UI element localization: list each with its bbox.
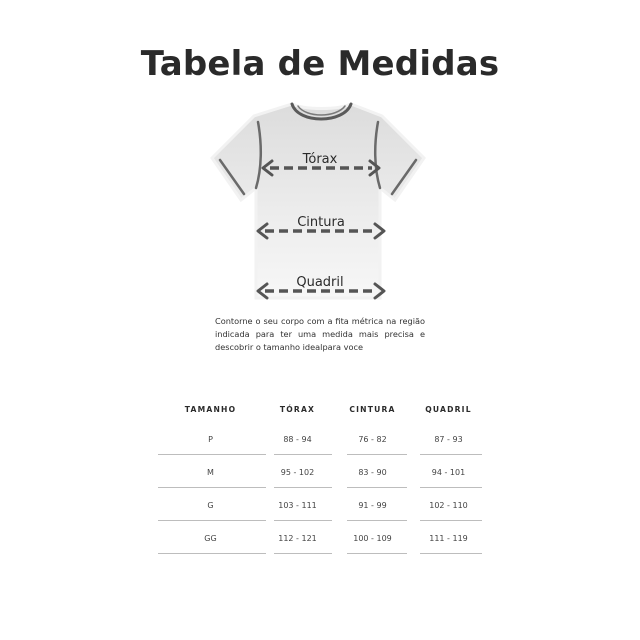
torax-cell: 95 - 102 [280,468,315,477]
header-tamanho: TAMANHO [184,405,237,414]
quadril-cell: 87 - 93 [434,435,463,444]
tshirt-illustration [210,98,435,303]
torax-cell: 88 - 94 [283,435,312,444]
page-title: Tabela de Medidas [140,44,500,84]
header-cintura: CINTURA [349,405,396,414]
header-torax: TÓRAX [279,405,316,414]
size-cell: P [208,435,213,444]
table-row [150,455,490,488]
size-cell: M [207,468,214,477]
torax-label: Tórax [302,152,338,167]
cintura-cell: 76 - 82 [358,435,387,444]
cintura-cell: 83 - 90 [358,468,387,477]
torax-cell: 112 - 121 [278,534,317,543]
size-table-header [150,400,490,422]
header-quadril: QUADRIL [425,405,472,414]
table-row [150,521,490,554]
cintura-cell: 100 - 109 [353,534,392,543]
table-row [150,422,490,455]
measurement-instructions: Contorne o seu corpo com a fita métrica na região indicada para ter uma medida mais precisa e descobrir o tamanho idealpara voce [215,316,425,352]
row-divider [347,553,407,554]
row-divider [420,553,482,554]
cintura-label: Cintura [297,215,345,230]
row-divider [158,553,266,554]
quadril-label: Quadril [296,275,344,290]
row-divider [274,553,332,554]
size-cell: G [207,501,214,510]
tshirt-diagram [210,98,435,303]
cintura-cell: 91 - 99 [358,501,387,510]
quadril-cell: 94 - 101 [431,468,466,477]
size-cell: GG [204,534,217,543]
size-table [150,400,490,554]
table-row [150,488,490,521]
torax-cell: 103 - 111 [278,501,317,510]
quadril-cell: 102 - 110 [429,501,468,510]
quadril-cell: 111 - 119 [429,534,468,543]
tshirt-body [212,104,424,298]
